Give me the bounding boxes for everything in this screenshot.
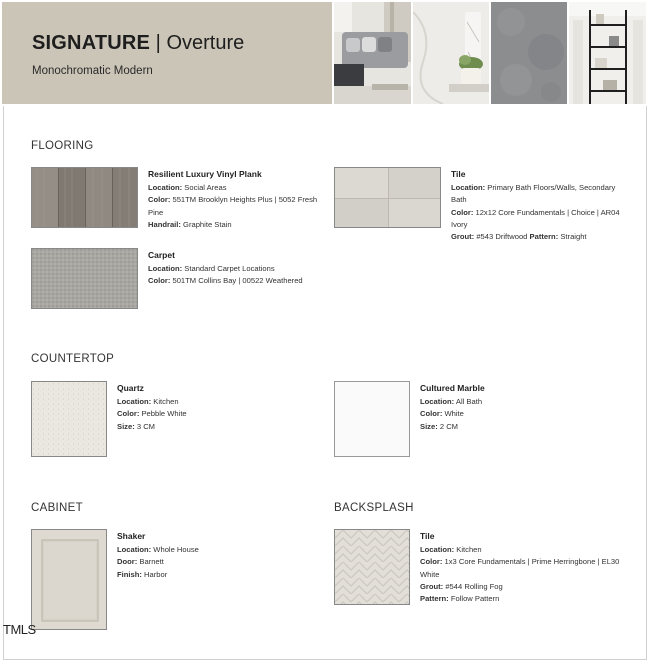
- backsplash-tile-location: Kitchen: [456, 545, 482, 555]
- section-flooring-heading: FLOORING: [31, 140, 94, 152]
- lvp-swatch: [31, 167, 138, 228]
- section-cabinet-heading: CABINET: [31, 502, 83, 514]
- floor-tile-pattern: Straight: [560, 232, 587, 242]
- concrete-texture-photo: [491, 2, 567, 104]
- carpet-description: Carpet Location: Standard Carpet Locations Color: 501TM Collins Bay | 00522 Weathered: [148, 249, 308, 288]
- backsplash-tile-title: Tile: [420, 531, 435, 541]
- quartz-description: Quartz Location: Kitchen Color: Pebble White Size: 3 CM: [117, 382, 277, 433]
- shaker-title: Shaker: [117, 531, 146, 541]
- section-countertop-heading: COUNTERTOP: [31, 353, 115, 365]
- floor-tile-title: Tile: [451, 169, 466, 179]
- brand-collection: Overture: [166, 32, 245, 54]
- marble-description: Cultured Marble Location: All Bath Color: White Size: 2 CM: [420, 382, 580, 433]
- shelf-photo: [569, 2, 646, 104]
- lvp-location: Social Areas: [184, 183, 227, 193]
- floor-tile-description: Tile Location: Primary Bath Floors/Walls, Secondary Bath Color: 12x12 Core Fundamentals | Choice | AR04 Ivory Grout: #543 Driftwood Pattern: Straight: [451, 168, 623, 243]
- backsplash-tile-color: 1x3 Core Fundamentals | Prime Herringbone | EL30 White: [420, 557, 620, 579]
- marble-size: 2 CM: [439, 421, 459, 431]
- marble-color: White: [444, 409, 464, 419]
- brand-subtitle: Monochromatic Modern: [32, 65, 153, 77]
- lvp-handrail: Graphite Stain: [183, 219, 232, 229]
- quartz-color: Pebble White: [141, 409, 187, 419]
- carpet-location: Standard Carpet Locations: [184, 264, 275, 274]
- shaker-description: Shaker Location: Whole House Door: Barnett Finish: Harbor: [117, 530, 277, 581]
- floor-tile-location: Primary Bath Floors/Walls, Secondary Bath: [451, 183, 616, 205]
- lvp-description: Resilient Luxury Vinyl Plank Location: Social Areas Color: 551TM Brooklyn Heights Plus | 5052 Fresh Pine Handrail: Graphite Stain: [148, 169, 318, 229]
- marble-swatch: [334, 381, 410, 457]
- floor-tile-swatch: [334, 167, 441, 228]
- mls-watermark: TMLS: [3, 622, 36, 637]
- quartz-swatch: [31, 381, 107, 457]
- floor-tile-grout: #543 Driftwood: [476, 232, 528, 242]
- marble-location: All Bath: [455, 397, 483, 407]
- section-backsplash-heading: BACKSPLASH: [334, 502, 414, 514]
- lvp-color: 551TM Brooklyn Heights Plus | 5052 Fresh Pine: [148, 195, 318, 217]
- marble-title: Cultured Marble: [420, 383, 485, 393]
- quartz-title: Quartz: [117, 383, 144, 393]
- marble-vase-photo: [413, 2, 489, 104]
- shaker-finish: Harbor: [144, 569, 168, 579]
- brand-box: [2, 2, 332, 104]
- backsplash-tile-grout: #544 Rolling Fog: [445, 581, 503, 591]
- header: [0, 0, 650, 106]
- carpet-color: 501TM Collins Bay | 00522 Weathered: [172, 276, 303, 286]
- brand-separator: |: [155, 32, 161, 54]
- shaker-swatch: [31, 529, 107, 630]
- backsplash-tile-swatch: [334, 529, 410, 605]
- floor-tile-color: 12x12 Core Fundamentals | Choice | AR04 Ivory: [451, 207, 620, 229]
- quartz-location: Kitchen: [153, 397, 179, 407]
- brand-title: [32, 32, 244, 55]
- quartz-size: 3 CM: [136, 421, 156, 431]
- brand-name: SIGNATURE: [32, 32, 151, 54]
- shaker-door: Barnett: [139, 557, 164, 567]
- carpet-title: Carpet: [148, 250, 175, 260]
- lvp-title: Resilient Luxury Vinyl Plank: [148, 169, 262, 179]
- backsplash-tile-pattern: Follow Pattern: [450, 594, 500, 604]
- shaker-location: Whole House: [153, 545, 199, 555]
- living-room-photo: [334, 2, 411, 104]
- backsplash-tile-description: Tile Location: Kitchen Color: 1x3 Core Fundamentals | Prime Herringbone | EL30 White Grout: #544 Rolling Fog Pattern: Follow Pattern: [420, 530, 625, 605]
- carpet-swatch: [31, 248, 138, 309]
